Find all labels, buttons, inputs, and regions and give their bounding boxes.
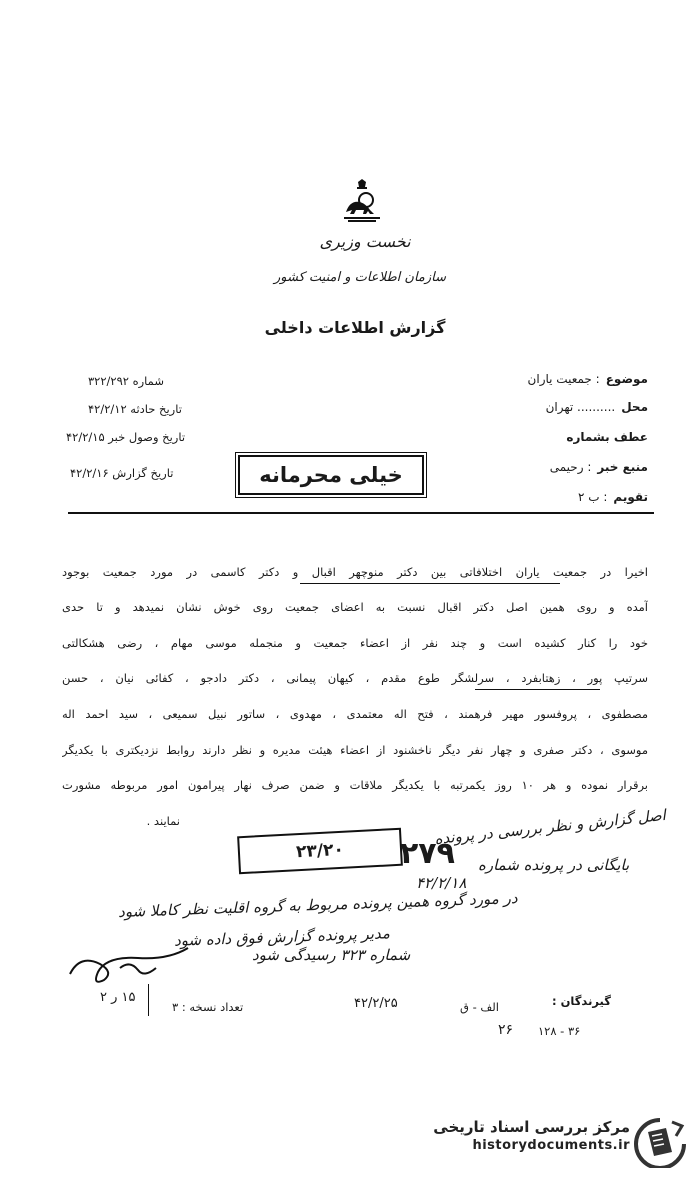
handwritten-line-2: در مورد گروه همین پرونده مربوط به گروه اقلیت نظر کاملا شود — [117, 889, 518, 921]
body-line-8: نمایند . — [146, 814, 180, 828]
lion-and-sun-emblem — [340, 178, 384, 224]
handwritten-line-1: بایگانی در پرونده شماره — [478, 856, 630, 874]
footer-divider — [148, 984, 159, 1016]
evaluation-value: ب ۲ — [577, 490, 600, 504]
agency-name-line2: سازمان اطلاعات و امنیت کشور — [273, 270, 447, 285]
page-note: ۱۵ ر ۲ — [100, 990, 136, 1005]
event-date-field — [88, 402, 182, 416]
source-label: منبع خبر — [597, 460, 648, 474]
number-value: ۳۲۲/۲۹۲ — [88, 374, 129, 388]
watermark-name: مرکز بررسی اسناد تاریخی — [433, 1118, 630, 1136]
body-line-7: برقرار نموده و هر ۱۰ روز یکمرتبه با یکدیگر ملاقات و ضمن صرف نهار پیرامون امور مربوطه مشورت — [62, 778, 648, 792]
report-date-label: تاریخ گزارش — [112, 466, 174, 480]
reference-field — [560, 430, 648, 444]
place-value: تهران — [545, 400, 574, 414]
handwritten-line-3: مدیر پرونده گزارش فوق داده شود — [173, 924, 391, 950]
reference-label: عطف بشماره — [566, 430, 648, 444]
handwritten-file-number: ۲۷۹ — [400, 836, 455, 871]
subject-label: موضوع — [605, 372, 648, 386]
received-date-field — [66, 430, 185, 444]
handwritten-signature — [60, 938, 200, 988]
body-line-3: خود را کنار کشیده است و چند نفر از اعضاء جمعیت و منجمله موسی مهام ، رضی هشکالتی — [62, 636, 648, 650]
event-date-value: ۴۲/۲/۱۲ — [88, 402, 127, 416]
number-label: شماره — [132, 374, 164, 388]
underline-mark — [475, 689, 600, 690]
copies-value: ۳ — [172, 1000, 179, 1014]
received-date-label: تاریخ وصول خبر — [108, 430, 186, 444]
agency-name-line1: نخست وزیری — [319, 232, 411, 251]
place-label: محل — [621, 400, 648, 414]
handwritten-line-4: شماره ۳۲۳ رسیدگی شود — [252, 946, 411, 964]
copies-field — [172, 1000, 243, 1014]
report-title: گزارش اطلاعات داخلی — [264, 318, 446, 337]
classification-stamp: خیلی محرمانه — [238, 455, 424, 495]
underline-mark — [300, 583, 560, 584]
body-line-6: موسوی ، دکتر صفری و چهار نفر دیگر ناخشنود از اعضاء هیئت مدیره و نظر دارند روابط نزدیکتری با یکدیگر — [62, 743, 648, 757]
evaluation-field: تقویم: ب ۲ — [577, 490, 648, 504]
distribution-extra: ۲۶ — [498, 1022, 514, 1038]
handwritten-date: ۴۲/۲/۱۸ — [416, 874, 467, 892]
header-divider — [68, 512, 654, 514]
handwritten-note-top: اصل گزارش و نظر بررسی در پرونده — [433, 805, 667, 849]
watermark-url: historydocuments.ir — [472, 1138, 630, 1153]
source-value: رحیمی — [549, 460, 584, 474]
evaluation-label: تقویم — [613, 490, 648, 504]
body-line-4: سرتیپ پور ، زهتابفرد ، سرلشگر طوع مقدم ، کیهان پیمانی ، دکتر دادجو ، کفائی نیان ، حسن — [62, 671, 648, 685]
distribution-value: الف - ق — [460, 1000, 499, 1014]
copies-label: تعداد نسخه : — [181, 1000, 244, 1014]
subject-field: موضوع: جمعیت یاران — [527, 372, 648, 386]
report-date-value: ۴۲/۲/۱۶ — [70, 466, 109, 480]
body-line-1: اخیرا در جمعیت یاران اختلافاتی بین دکتر منوچهر اقبال و دکتر کاسمی در مورد جمعیت بوجود — [62, 565, 648, 579]
watermark-text — [430, 1118, 630, 1153]
event-date-label: تاریخ حادثه — [130, 402, 182, 416]
distribution-label: گیرندگان : — [552, 994, 611, 1008]
body-line-2: آمده و روی همین اصل دکتر اقبال نسبت به اعضای جمعیت روی خوش نشان نمیدهد و تا حدی — [62, 600, 648, 614]
handwritten-stamp: ۲۳/۲۰ — [237, 828, 403, 875]
source-field: منبع خبر: رحیمی — [549, 460, 648, 474]
body-line-5: مصطفوی ، پروفسور مهیر فرهمند ، فتح اله معتمدی ، مهدوی ، ساتور نبیل سمیعی ، سید احمد اله — [62, 707, 648, 721]
footer-date: ۴۲/۲/۲۵ — [354, 996, 398, 1011]
place-field: محل.......... تهران — [545, 400, 648, 414]
code-value: ۱۲۸ - ۳۶ — [538, 1024, 581, 1038]
received-date-value: ۴۲/۲/۱۵ — [66, 430, 105, 444]
number-field — [88, 374, 164, 388]
report-date-field — [70, 466, 173, 480]
subject-value: جمعیت یاران — [527, 372, 592, 386]
document-center-logo-icon — [632, 1116, 690, 1168]
